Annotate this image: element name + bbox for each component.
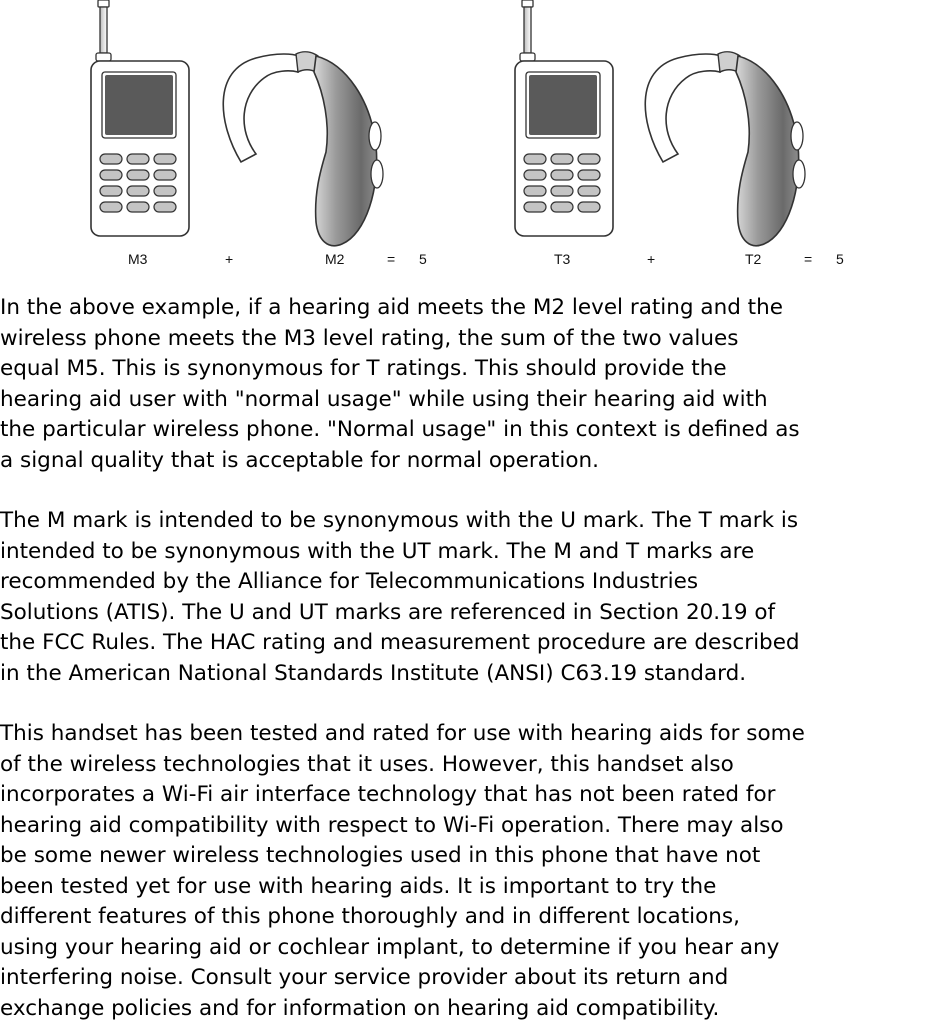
plus-sign: + [647,251,656,267]
paragraph-wifi-compatibility: This handset has been tested and rated for use with hearing aids for some of the wireless technologies that it uses. However, this handset also incorporates a Wi-Fi air interface technology that has not been rated for hearing aid compatibility with respect to Wi-Fi operation. There may also be some newer wireless technologies used in this phone that have not been tested yet for use with hearing aids. It is important to try the different features of this phone thoroughly and in different locations, using your hearing aid or cochlear implant, to determine if you hear any interfering noise. Consult your service provider about its return and exchange policies and for information on hearing aid compatibility. [0,721,805,1021]
hearing-aid-icon [645,52,805,246]
mobile-phone-icon [91,0,189,236]
phone-rating-label: M3 [128,251,148,267]
sum-result: 5 [419,251,427,267]
paragraph-marks-standards: The M mark is intended to be synonymous with the U mark. The T mark is intended to be synonymous with the UT mark. The M and T marks are recommended by the Alliance for Telecommunications Industries Solutions (ATIS). The U and UT marks are referenced in Section 20.19 of the FCC Rules. The HAC rating and measurement procedure are described in the American National Standards Institute (ANSI) C63.19 standard. [0,508,800,686]
sum-result: 5 [836,251,844,267]
aid-rating-label: M2 [325,251,345,267]
plus-sign: + [225,251,234,267]
body-text [0,293,939,1024]
hac-rating-figure [0,0,939,280]
aid-rating-label: T2 [745,251,762,267]
phone-rating-label: T3 [554,251,571,267]
paragraph-example-explanation: In the above example, if a hearing aid meets the M2 level rating and the wireless phone meets the M3 level rating, the sum of the two values equal M5. This is synonymous for T ratings. This should provide the hearing aid user with "normal usage" while using their hearing aid with the particular wireless phone. "Normal usage" in this context is defined as a signal quality that is acceptable for normal operation. [0,295,800,473]
equals-sign: = [804,251,813,267]
mobile-phone-icon [515,0,613,236]
hearing-aid-icon [223,52,383,246]
equals-sign: = [387,251,396,267]
